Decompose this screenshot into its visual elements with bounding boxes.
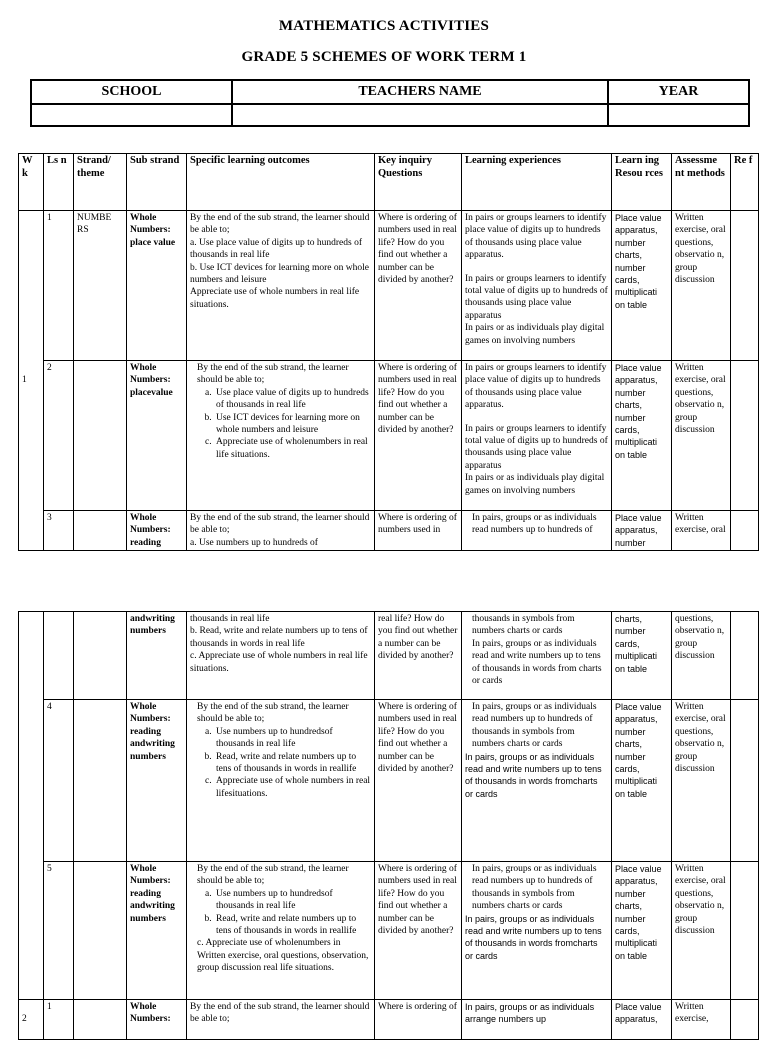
sub-strand-cell: andwriting numbers <box>127 612 187 700</box>
outcome-line: c. Appreciate use of whole numbers in real life situations. <box>190 651 368 674</box>
experiences-cell <box>462 211 612 361</box>
ref-cell <box>731 361 759 511</box>
outcome-line: b. Read, write and relate numbers up to tens of thousands in words in real life <box>190 626 368 649</box>
outcomes-list <box>197 726 371 800</box>
year-header: YEAR <box>608 80 749 104</box>
lesson-cell: 1 <box>44 1000 74 1040</box>
teachers-name-value-cell <box>232 104 608 126</box>
resources-cell: Place value apparatus, number charts, number cards, multiplicati on table <box>612 361 672 511</box>
strand-cell: NUMBE RS <box>74 211 127 361</box>
experiences-cell <box>462 700 612 862</box>
assessment-cell: Written exercise, oral <box>672 511 731 551</box>
strand-cell <box>74 612 127 700</box>
wk-header: W k <box>19 154 44 211</box>
lsn-header: Ls n <box>44 154 74 211</box>
outcomes-list <box>197 387 371 461</box>
sub-strand-cell: Whole Numbers: reading andwriting numbers <box>127 700 187 862</box>
ref-cell <box>731 1000 759 1040</box>
lesson-cell: 1 <box>44 211 74 361</box>
experiences-header: Learning experiences <box>462 154 612 211</box>
table-header-row <box>19 154 759 211</box>
table-row <box>19 612 759 700</box>
outcome-item: b. Read, write and relate numbers up to tens of thousands in words in reallife <box>214 913 371 938</box>
lesson-cell: 4 <box>44 700 74 862</box>
questions-header: Key inquiry Questions <box>375 154 462 211</box>
resources-cell: Place value apparatus, <box>612 1000 672 1040</box>
assessment-cell: Written exercise, oral questions, observatio n, group discussion <box>672 361 731 511</box>
outcome-item: a. Use numbers up to hundredsof thousands in real life <box>214 888 371 913</box>
sub-strand-header: Sub strand <box>127 154 187 211</box>
page-subtitle: GRADE 5 SCHEMES OF WORK TERM 1 <box>241 49 527 65</box>
strand-cell <box>74 1000 127 1040</box>
outcomes-cell <box>187 862 375 1000</box>
questions-cell: Where is ordering of numbers used in real life? How do you find out whether a number can be divided by another? <box>375 862 462 1000</box>
resources-cell: Place value apparatus, number <box>612 511 672 551</box>
assessment-header: Assessme nt methods <box>672 154 731 211</box>
questions-cell: Where is ordering of numbers used in real life? How do you find out whether a number can be divided by another? <box>375 211 462 361</box>
experience-paragraph: In pairs or groups learners to identify place value of digits up to hundreds of thousands using place value apparatus. <box>465 213 607 261</box>
assessment-cell: Written exercise, oral questions, observatio n, group discussion <box>672 211 731 361</box>
experience-paragraph: In pairs, groups or as individuals read and write numbers up to tens of thousands in words from charts or cards <box>472 638 602 687</box>
outcome-line: Appreciate use of whole numbers in real life situations. <box>190 287 360 310</box>
resources-header: Learn ing Resou rces <box>612 154 672 211</box>
strand-cell <box>74 361 127 511</box>
outcome-line: a. Use place value of digits up to hundreds of thousands in real life <box>190 237 363 261</box>
questions-cell: real life? How do you find out whether a number can be divided by another? <box>375 612 462 700</box>
ref-header: Re f <box>731 154 759 211</box>
outcome-intro: By the end of the sub strand, the learner should be able to; <box>197 702 349 725</box>
table-row <box>19 700 759 862</box>
experiences-cell <box>462 361 612 511</box>
outcome-line: By the end of the sub strand, the learner should be able to; <box>190 1002 370 1025</box>
table-row <box>19 511 759 551</box>
resources-cell: Place value apparatus, number charts, number cards, multiplicati on table <box>612 211 672 361</box>
resources-cell: Place value apparatus, number charts, number cards, multiplicati on table <box>612 700 672 862</box>
outcomes-cell <box>187 612 375 700</box>
table-row <box>19 211 759 361</box>
experience-paragraph: In pairs, groups or as individuals read numbers up to hundreds of thousands in symbols from numbers charts or cards <box>472 864 597 912</box>
resources-cell: charts, number cards, multiplicati on table <box>612 612 672 700</box>
lesson-cell: 3 <box>44 511 74 551</box>
week-cell <box>19 612 44 1000</box>
questions-cell: Where is ordering of numbers used in real life? How do you find out whether a number can be divided by another? <box>375 361 462 511</box>
strand-header: Strand/ theme <box>74 154 127 211</box>
ref-cell <box>731 511 759 551</box>
outcome-item: a. Use numbers up to hundredsof thousands in real life <box>214 726 371 751</box>
outcome-item: a. Use place value of digits up to hundreds of thousands in real life <box>214 387 371 412</box>
outcomes-cell <box>187 1000 375 1040</box>
outcome-intro: By the end of the sub strand, the learner should be able to; <box>197 363 349 386</box>
sub-strand-cell: Whole Numbers: placevalue <box>127 361 187 511</box>
strand-cell <box>74 700 127 862</box>
lesson-cell <box>44 612 74 700</box>
outcome-line: thousands in real life <box>190 614 270 624</box>
experience-paragraph: In pairs, groups or as individuals read and write numbers up to tens of thousands in words fromcharts or cards <box>465 751 602 799</box>
table-row <box>19 862 759 1000</box>
outcome-line: b. Use ICT devices for learning more on whole numbers and leisure <box>190 262 369 286</box>
outcomes-cell <box>187 700 375 862</box>
sub-strand-cell: Whole Numbers: reading <box>127 511 187 551</box>
experiences-cell <box>462 862 612 1000</box>
ref-cell <box>731 700 759 862</box>
scheme-table-page2 <box>18 611 759 1040</box>
week-cell: 2 <box>19 1000 44 1040</box>
ref-cell <box>731 612 759 700</box>
assessment-cell: Written exercise, oral questions, observatio n, group discussion <box>672 700 731 862</box>
outcomes-list <box>197 888 371 938</box>
sub-strand-cell: Whole Numbers: reading andwriting numbers <box>127 862 187 1000</box>
sub-strand-cell: Whole Numbers: place value <box>127 211 187 361</box>
experience-paragraph: In pairs or groups learners to identify total value of digits up to hundreds of thousands using place value apparatus <box>465 423 608 471</box>
questions-cell: Where is ordering of numbers used in real life? How do you find out whether a number can be divided by another? <box>375 700 462 862</box>
questions-cell: Where is ordering of numbers used in <box>375 511 462 551</box>
questions-cell: Where is ordering of <box>375 1000 462 1040</box>
week-cell: 1 <box>19 211 44 551</box>
page-title: MATHEMATICS ACTIVITIES <box>278 18 490 34</box>
outcomes-cell <box>187 511 375 551</box>
teachers-name-header: TEACHERS NAME <box>232 80 608 104</box>
outcomes-cell <box>187 361 375 511</box>
outcome-line: By the end of the sub strand, the learner should be able to; <box>190 213 370 236</box>
assessment-cell: Written exercise, oral questions, observatio n, group discussion <box>672 862 731 1000</box>
experiences-cell: In pairs, groups or as individuals arrange numbers up <box>462 1000 612 1040</box>
experience-paragraph: In pairs or groups learners to identify place value of digits up to hundreds of thousands using place value apparatus. <box>465 363 607 411</box>
experiences-cell: In pairs, groups or as individuals read numbers up to hundreds of <box>462 511 612 551</box>
scheme-table-page1 <box>18 153 759 551</box>
resources-cell: Place value apparatus, number charts, number cards, multiplicati on table <box>612 862 672 1000</box>
outcome-item: b. Read, write and relate numbers up to tens of thousands in words in reallife <box>214 751 371 776</box>
ref-cell <box>731 862 759 1000</box>
strand-cell <box>74 511 127 551</box>
year-value-cell <box>608 104 749 126</box>
outcome-item-c: c. Appreciate use of wholenumbers in Written exercise, oral questions, observation, group discussion real life situations. <box>197 938 369 974</box>
outcome-line: a. Use numbers up to hundreds of <box>190 537 318 548</box>
assessment-cell: Written exercise, <box>672 1000 731 1040</box>
outcomes-header: Specific learning outcomes <box>187 154 375 211</box>
outcome-intro: By the end of the sub strand, the learner should be able to; <box>197 864 349 887</box>
assessment-cell: questions, observatio n, group discussion <box>672 612 731 700</box>
experience-paragraph: In pairs, groups or as individuals read numbers up to hundreds of thousands in symbols from numbers charts or cards <box>472 702 597 750</box>
strand-cell <box>74 862 127 1000</box>
outcome-item: c. Appreciate use of whole numbers in real lifesituations. <box>214 775 371 800</box>
school-header: SCHOOL <box>31 80 232 104</box>
outcome-item: c. Appreciate use of wholenumbers in real life situations. <box>214 436 371 461</box>
lesson-cell: 2 <box>44 361 74 511</box>
experience-paragraph: In pairs or as individuals play digital games on involving numbers <box>465 323 605 346</box>
experience-paragraph: In pairs or groups learners to identify total value of digits up to hundreds of thousands using place value apparatus <box>465 273 608 321</box>
experience-paragraph: In pairs or as individuals play digital games on involving numbers <box>465 473 605 496</box>
table-row <box>19 361 759 511</box>
lesson-cell: 5 <box>44 862 74 1000</box>
experience-paragraph: In pairs, groups or as individuals read and write numbers up to tens of thousands in words fromcharts or cards <box>465 913 602 961</box>
table-row <box>19 1000 759 1040</box>
experiences-cell <box>462 612 612 700</box>
ref-cell <box>731 211 759 361</box>
outcomes-cell <box>187 211 375 361</box>
outcome-item: b. Use ICT devices for learning more on whole numbers and leisure <box>214 412 371 437</box>
experience-paragraph: thousands in symbols from numbers charts or cards <box>472 614 575 637</box>
school-value-cell <box>31 104 232 126</box>
outcome-line: By the end of the sub strand, the learner should be able to; <box>190 513 370 536</box>
school-info-table <box>30 79 750 127</box>
sub-strand-cell: Whole Numbers: <box>127 1000 187 1040</box>
